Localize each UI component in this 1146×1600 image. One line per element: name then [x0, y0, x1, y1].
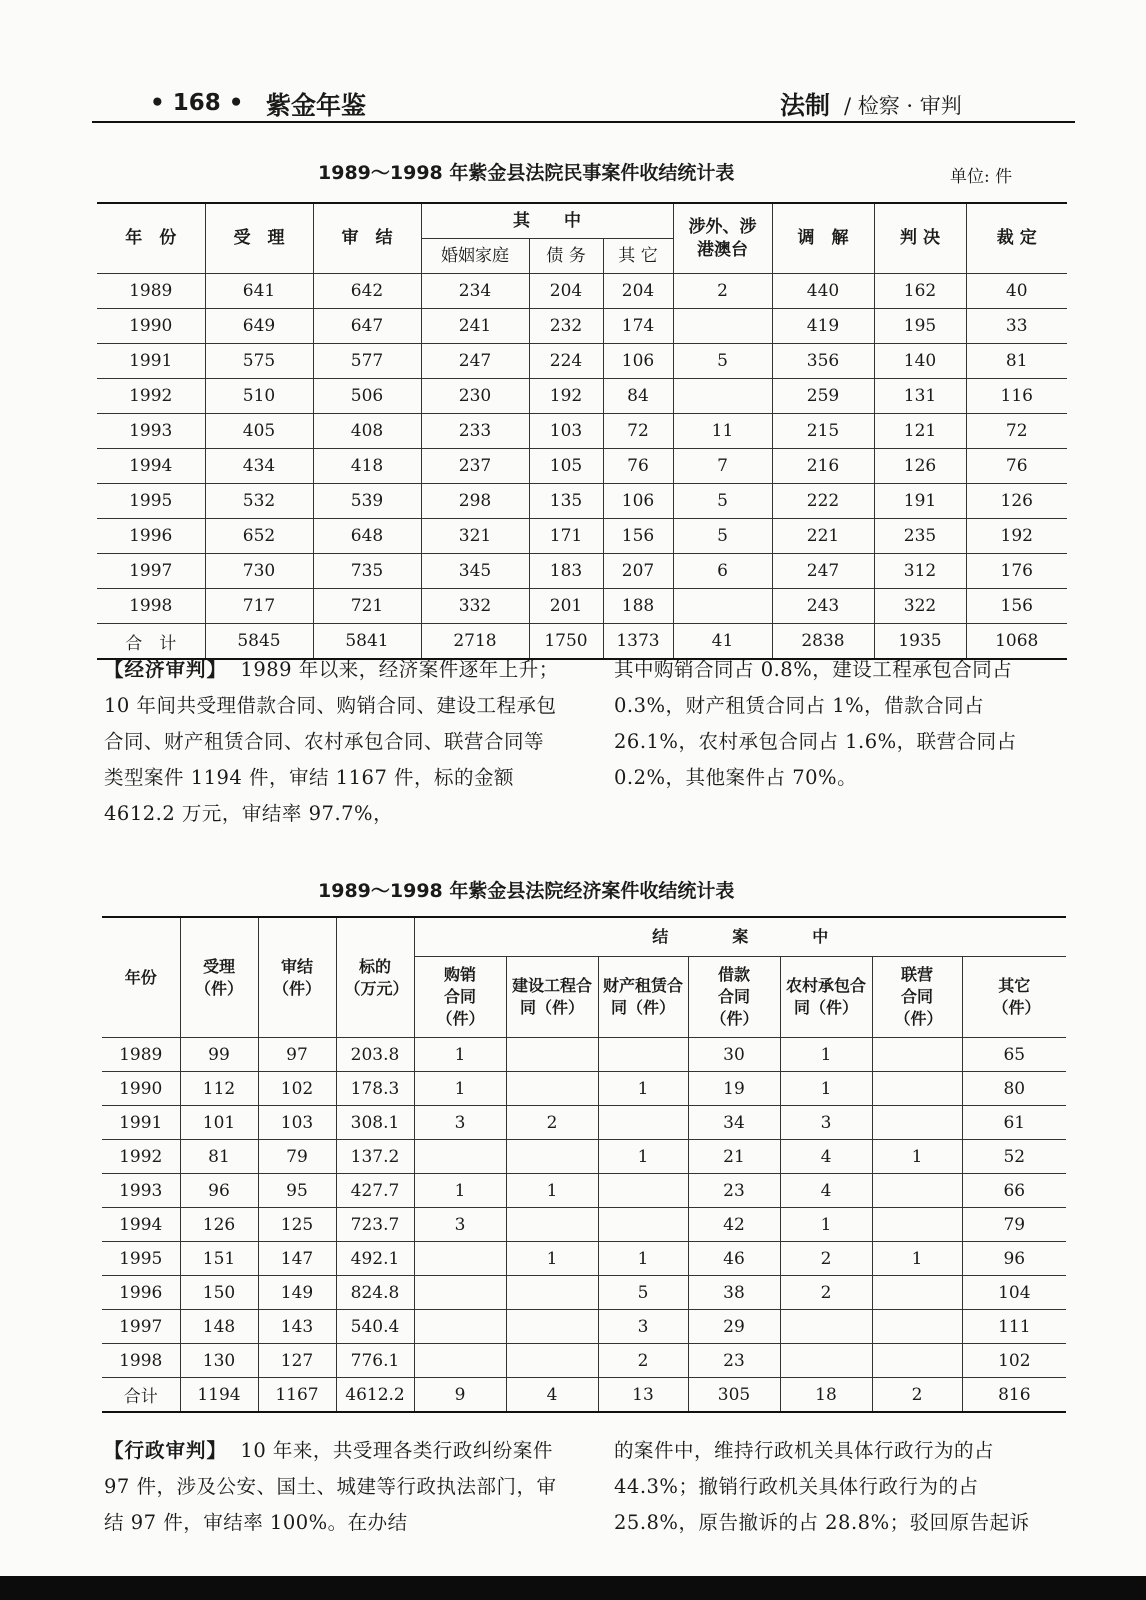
- year-cell: 1997: [102, 1310, 180, 1344]
- col-foreign: 涉外、涉港澳台: [673, 203, 772, 274]
- value-cell: 730: [205, 554, 313, 589]
- value-cell: 102: [962, 1344, 1066, 1378]
- value-cell: 106: [603, 484, 673, 519]
- col-closed-among: 结 案 中: [414, 917, 1066, 957]
- value-cell: 4: [506, 1378, 598, 1413]
- value-cell: 1: [414, 1174, 506, 1208]
- col-lease: 财产租赁合同（件）: [598, 957, 688, 1038]
- year-cell: 1990: [102, 1072, 180, 1106]
- value-cell: 191: [874, 484, 966, 519]
- value-cell: 126: [966, 484, 1067, 519]
- value-cell: 5: [673, 484, 772, 519]
- value-cell: 2: [506, 1106, 598, 1140]
- value-cell: 125: [258, 1208, 336, 1242]
- col-marriage: 婚姻家庭: [421, 239, 529, 274]
- value-cell: 21: [688, 1140, 780, 1174]
- value-cell: 171: [529, 519, 603, 554]
- header-rule: [92, 121, 1075, 123]
- year-cell: 1996: [102, 1276, 180, 1310]
- value-cell: 1373: [603, 624, 673, 660]
- year-cell: 1996: [97, 519, 205, 554]
- value-cell: 192: [529, 379, 603, 414]
- value-cell: 23: [688, 1344, 780, 1378]
- value-cell: [598, 1208, 688, 1242]
- value-cell: 76: [603, 449, 673, 484]
- year-cell: 1992: [97, 379, 205, 414]
- value-cell: [872, 1038, 962, 1072]
- economic-trial-left: [104, 652, 559, 832]
- value-cell: 405: [205, 414, 313, 449]
- value-cell: 575: [205, 344, 313, 379]
- value-cell: 322: [874, 589, 966, 624]
- year-cell: 1989: [102, 1038, 180, 1072]
- value-cell: 1935: [874, 624, 966, 660]
- year-cell: 1995: [102, 1242, 180, 1276]
- value-cell: 178.3: [336, 1072, 414, 1106]
- value-cell: 137.2: [336, 1140, 414, 1174]
- value-cell: 183: [529, 554, 603, 589]
- col-other: 其 它: [603, 239, 673, 274]
- value-cell: 816: [962, 1378, 1066, 1413]
- value-cell: [506, 1140, 598, 1174]
- table-row: [97, 554, 1067, 589]
- value-cell: [780, 1310, 872, 1344]
- table-row: [97, 414, 1067, 449]
- year-cell: 合计: [102, 1378, 180, 1413]
- value-cell: [506, 1310, 598, 1344]
- value-cell: 174: [603, 309, 673, 344]
- value-cell: 308.1: [336, 1106, 414, 1140]
- value-cell: 427.7: [336, 1174, 414, 1208]
- value-cell: 735: [313, 554, 421, 589]
- value-cell: 6: [673, 554, 772, 589]
- table-row: [102, 1174, 1066, 1208]
- col-debt: 债 务: [529, 239, 603, 274]
- value-cell: 3: [780, 1106, 872, 1140]
- value-cell: 81: [966, 344, 1067, 379]
- value-cell: 243: [772, 589, 874, 624]
- value-cell: 79: [258, 1140, 336, 1174]
- value-cell: 204: [529, 274, 603, 309]
- value-cell: 776.1: [336, 1344, 414, 1378]
- admin-trial-right: 的案件中，维持行政机关具体行政行为的占 44.3%；撤销行政机关具体行政行为的占 25.8%，原告撤诉的占 28.8%；驳回原告起诉: [614, 1439, 1030, 1534]
- col-concluded: 审结（件）: [258, 917, 336, 1038]
- value-cell: 97: [258, 1038, 336, 1072]
- value-cell: [414, 1242, 506, 1276]
- value-cell: 207: [603, 554, 673, 589]
- value-cell: 222: [772, 484, 874, 519]
- page-number: • 168 •: [150, 90, 244, 116]
- year-cell: 合 计: [97, 624, 205, 660]
- value-cell: [673, 589, 772, 624]
- value-cell: 356: [772, 344, 874, 379]
- value-cell: 103: [258, 1106, 336, 1140]
- value-cell: 204: [603, 274, 673, 309]
- year-cell: 1993: [102, 1174, 180, 1208]
- value-cell: 539: [313, 484, 421, 519]
- value-cell: 418: [313, 449, 421, 484]
- value-cell: [414, 1310, 506, 1344]
- col-rural: 农村承包合同（件）: [780, 957, 872, 1038]
- value-cell: 305: [688, 1378, 780, 1413]
- civil-table-title: 1989～1998 年紫金县法院民事案件收结统计表: [318, 162, 735, 184]
- value-cell: 1: [780, 1038, 872, 1072]
- value-cell: 126: [874, 449, 966, 484]
- value-cell: 19: [688, 1072, 780, 1106]
- col-joint: 联营合同（件）: [872, 957, 962, 1038]
- value-cell: 130: [180, 1344, 258, 1378]
- value-cell: 42: [688, 1208, 780, 1242]
- value-cell: 52: [962, 1140, 1066, 1174]
- value-cell: [872, 1174, 962, 1208]
- value-cell: [414, 1276, 506, 1310]
- value-cell: 642: [313, 274, 421, 309]
- value-cell: 419: [772, 309, 874, 344]
- value-cell: 162: [874, 274, 966, 309]
- value-cell: 84: [603, 379, 673, 414]
- year-cell: 1989: [97, 274, 205, 309]
- value-cell: 156: [603, 519, 673, 554]
- value-cell: 345: [421, 554, 529, 589]
- value-cell: 2718: [421, 624, 529, 660]
- col-construction: 建设工程合同（件）: [506, 957, 598, 1038]
- value-cell: 3: [414, 1106, 506, 1140]
- value-cell: 649: [205, 309, 313, 344]
- value-cell: 247: [772, 554, 874, 589]
- value-cell: 532: [205, 484, 313, 519]
- value-cell: 215: [772, 414, 874, 449]
- table-row: [97, 309, 1067, 344]
- value-cell: [598, 1174, 688, 1208]
- subsection-title: / 检察 · 审判: [844, 94, 962, 118]
- value-cell: 235: [874, 519, 966, 554]
- value-cell: 1167: [258, 1378, 336, 1413]
- value-cell: 506: [313, 379, 421, 414]
- col-amount: 标的（万元）: [336, 917, 414, 1038]
- table-row: [97, 589, 1067, 624]
- value-cell: 102: [258, 1072, 336, 1106]
- value-cell: 434: [205, 449, 313, 484]
- value-cell: 203.8: [336, 1038, 414, 1072]
- value-cell: 2: [673, 274, 772, 309]
- table-row: [102, 1140, 1066, 1174]
- value-cell: 106: [603, 344, 673, 379]
- value-cell: 647: [313, 309, 421, 344]
- value-cell: [872, 1310, 962, 1344]
- value-cell: 648: [313, 519, 421, 554]
- value-cell: 1: [598, 1242, 688, 1276]
- col-other: 其它（件）: [962, 957, 1066, 1038]
- year-cell: 1991: [97, 344, 205, 379]
- value-cell: 312: [874, 554, 966, 589]
- value-cell: 1: [780, 1208, 872, 1242]
- value-cell: 1: [414, 1072, 506, 1106]
- value-cell: 4: [780, 1174, 872, 1208]
- table-row: [102, 1276, 1066, 1310]
- value-cell: 38: [688, 1276, 780, 1310]
- value-cell: 135: [529, 484, 603, 519]
- value-cell: [506, 1038, 598, 1072]
- value-cell: [780, 1344, 872, 1378]
- value-cell: 1: [598, 1072, 688, 1106]
- value-cell: 221: [772, 519, 874, 554]
- value-cell: 148: [180, 1310, 258, 1344]
- value-cell: 99: [180, 1038, 258, 1072]
- value-cell: 103: [529, 414, 603, 449]
- value-cell: 1: [506, 1174, 598, 1208]
- value-cell: [872, 1344, 962, 1378]
- col-accepted: 受理（件）: [180, 917, 258, 1038]
- value-cell: 1: [872, 1242, 962, 1276]
- economic-trial-right: 其中购销合同占 0.8%，建设工程承包合同占 0.3%，财产租赁合同占 1%，借款合同占 26.1%，农村承包合同占 1.6%，联营合同占 0.2%，其他案件占 70%。: [614, 658, 1017, 789]
- value-cell: 492.1: [336, 1242, 414, 1276]
- value-cell: 2: [872, 1378, 962, 1413]
- value-cell: 1: [414, 1038, 506, 1072]
- value-cell: 80: [962, 1072, 1066, 1106]
- value-cell: [506, 1072, 598, 1106]
- value-cell: [673, 379, 772, 414]
- value-cell: 1: [872, 1140, 962, 1174]
- value-cell: 41: [673, 624, 772, 660]
- value-cell: 65: [962, 1038, 1066, 1072]
- value-cell: 233: [421, 414, 529, 449]
- table-row: [97, 519, 1067, 554]
- value-cell: 81: [180, 1140, 258, 1174]
- col-loan: 借款合同（件）: [688, 957, 780, 1038]
- value-cell: 34: [688, 1106, 780, 1140]
- value-cell: 5: [598, 1276, 688, 1310]
- year-cell: 1991: [102, 1106, 180, 1140]
- table-row: [97, 484, 1067, 519]
- year-cell: 1994: [97, 449, 205, 484]
- value-cell: 241: [421, 309, 529, 344]
- value-cell: [506, 1344, 598, 1378]
- economic-case-table: [102, 916, 1066, 1413]
- value-cell: 717: [205, 589, 313, 624]
- value-cell: 1: [506, 1242, 598, 1276]
- col-mediation: 调 解: [772, 203, 874, 274]
- value-cell: 112: [180, 1072, 258, 1106]
- value-cell: 147: [258, 1242, 336, 1276]
- value-cell: 95: [258, 1174, 336, 1208]
- value-cell: 195: [874, 309, 966, 344]
- value-cell: 577: [313, 344, 421, 379]
- value-cell: 510: [205, 379, 313, 414]
- col-concluded: 审 结: [313, 203, 421, 274]
- value-cell: 96: [962, 1242, 1066, 1276]
- value-cell: 131: [874, 379, 966, 414]
- value-cell: 2: [598, 1344, 688, 1378]
- value-cell: 61: [962, 1106, 1066, 1140]
- value-cell: 1: [780, 1072, 872, 1106]
- value-cell: 230: [421, 379, 529, 414]
- value-cell: 188: [603, 589, 673, 624]
- value-cell: 104: [962, 1276, 1066, 1310]
- value-cell: 30: [688, 1038, 780, 1072]
- table-row: [97, 344, 1067, 379]
- value-cell: 5: [673, 519, 772, 554]
- value-cell: 33: [966, 309, 1067, 344]
- value-cell: 151: [180, 1242, 258, 1276]
- value-cell: [506, 1208, 598, 1242]
- value-cell: 9: [414, 1378, 506, 1413]
- value-cell: [414, 1140, 506, 1174]
- col-accepted: 受 理: [205, 203, 313, 274]
- value-cell: 76: [966, 449, 1067, 484]
- value-cell: 234: [421, 274, 529, 309]
- value-cell: 18: [780, 1378, 872, 1413]
- table-row: [102, 1072, 1066, 1106]
- value-cell: 2838: [772, 624, 874, 660]
- year-cell: 1998: [102, 1344, 180, 1378]
- value-cell: 5: [673, 344, 772, 379]
- value-cell: 116: [966, 379, 1067, 414]
- value-cell: 224: [529, 344, 603, 379]
- value-cell: [598, 1106, 688, 1140]
- value-cell: 259: [772, 379, 874, 414]
- value-cell: 192: [966, 519, 1067, 554]
- value-cell: 121: [874, 414, 966, 449]
- scan-edge: [0, 1576, 1146, 1600]
- value-cell: 72: [966, 414, 1067, 449]
- col-sales: 购销合同（件）: [414, 957, 506, 1038]
- value-cell: 126: [180, 1208, 258, 1242]
- col-ruling: 裁 定: [966, 203, 1067, 274]
- value-cell: 824.8: [336, 1276, 414, 1310]
- value-cell: 1068: [966, 624, 1067, 660]
- year-cell: 1990: [97, 309, 205, 344]
- civil-case-table: [97, 202, 1067, 660]
- year-cell: 1992: [102, 1140, 180, 1174]
- table-row: [102, 1208, 1066, 1242]
- total-row: [102, 1378, 1066, 1413]
- section-title: 法制: [780, 91, 831, 120]
- value-cell: 408: [313, 414, 421, 449]
- admin-trial-left-text: 10 年来，共受理各类行政纠纷案件 97 件，涉及公安、国土、城建等行政执法部门，审结 97 件，审结率 100%。在办结: [104, 1439, 557, 1534]
- year-cell: 1994: [102, 1208, 180, 1242]
- value-cell: 3: [414, 1208, 506, 1242]
- table-row: [102, 1038, 1066, 1072]
- value-cell: [414, 1344, 506, 1378]
- year-cell: 1997: [97, 554, 205, 589]
- year-cell: 1993: [97, 414, 205, 449]
- value-cell: 232: [529, 309, 603, 344]
- value-cell: 140: [874, 344, 966, 379]
- value-cell: 11: [673, 414, 772, 449]
- value-cell: 247: [421, 344, 529, 379]
- table-row: [97, 449, 1067, 484]
- table-row: [102, 1242, 1066, 1276]
- value-cell: [872, 1072, 962, 1106]
- book-title: 紫金年鉴: [266, 91, 367, 120]
- value-cell: 1750: [529, 624, 603, 660]
- value-cell: 332: [421, 589, 529, 624]
- value-cell: 440: [772, 274, 874, 309]
- value-cell: 46: [688, 1242, 780, 1276]
- value-cell: 149: [258, 1276, 336, 1310]
- value-cell: 13: [598, 1378, 688, 1413]
- value-cell: 540.4: [336, 1310, 414, 1344]
- value-cell: 641: [205, 274, 313, 309]
- value-cell: 111: [962, 1310, 1066, 1344]
- col-among: 其 中: [421, 203, 673, 239]
- economic-trial-left-text: 1989 年以来，经济案件逐年上升；10 年间共受理借款合同、购销合同、建设工程承包合同、财产租赁合同、农村承包合同、联营合同等类型案件 1194 件，审结 1167 件，标的金额 4612.2 万元，审结率 97.7%，: [104, 658, 559, 825]
- col-judgment: 判 决: [874, 203, 966, 274]
- value-cell: 23: [688, 1174, 780, 1208]
- value-cell: 7: [673, 449, 772, 484]
- value-cell: 101: [180, 1106, 258, 1140]
- value-cell: 3: [598, 1310, 688, 1344]
- value-cell: 143: [258, 1310, 336, 1344]
- table-row: [97, 379, 1067, 414]
- value-cell: [598, 1038, 688, 1072]
- value-cell: 29: [688, 1310, 780, 1344]
- value-cell: 201: [529, 589, 603, 624]
- value-cell: 237: [421, 449, 529, 484]
- value-cell: 79: [962, 1208, 1066, 1242]
- value-cell: 66: [962, 1174, 1066, 1208]
- value-cell: 40: [966, 274, 1067, 309]
- value-cell: 1194: [180, 1378, 258, 1413]
- value-cell: 176: [966, 554, 1067, 589]
- value-cell: 723.7: [336, 1208, 414, 1242]
- economic-table-title: 1989～1998 年紫金县法院经济案件收结统计表: [318, 880, 735, 902]
- value-cell: 150: [180, 1276, 258, 1310]
- col-year: 年份: [102, 917, 180, 1038]
- page-header: [0, 84, 1146, 124]
- table-row: [102, 1106, 1066, 1140]
- value-cell: 4612.2: [336, 1378, 414, 1413]
- table-row: [97, 274, 1067, 309]
- value-cell: 96: [180, 1174, 258, 1208]
- value-cell: 5845: [205, 624, 313, 660]
- admin-trial-heading: 【行政审判】: [104, 1439, 228, 1462]
- value-cell: [872, 1276, 962, 1310]
- value-cell: 156: [966, 589, 1067, 624]
- economic-trial-heading: 【经济审判】: [104, 658, 228, 681]
- value-cell: 4: [780, 1140, 872, 1174]
- table-row: [102, 1310, 1066, 1344]
- year-cell: 1998: [97, 589, 205, 624]
- table-row: [102, 1344, 1066, 1378]
- value-cell: [872, 1208, 962, 1242]
- value-cell: 5841: [313, 624, 421, 660]
- value-cell: 652: [205, 519, 313, 554]
- value-cell: 2: [780, 1276, 872, 1310]
- value-cell: 105: [529, 449, 603, 484]
- value-cell: 216: [772, 449, 874, 484]
- civil-table-unit: 单位: 件: [950, 167, 1013, 187]
- admin-trial-left: [104, 1433, 559, 1541]
- col-year: 年 份: [97, 203, 205, 274]
- value-cell: 72: [603, 414, 673, 449]
- value-cell: 127: [258, 1344, 336, 1378]
- year-cell: 1995: [97, 484, 205, 519]
- value-cell: 321: [421, 519, 529, 554]
- value-cell: 2: [780, 1242, 872, 1276]
- value-cell: 1: [598, 1140, 688, 1174]
- value-cell: 298: [421, 484, 529, 519]
- value-cell: 721: [313, 589, 421, 624]
- value-cell: [673, 309, 772, 344]
- value-cell: [872, 1106, 962, 1140]
- value-cell: [506, 1276, 598, 1310]
